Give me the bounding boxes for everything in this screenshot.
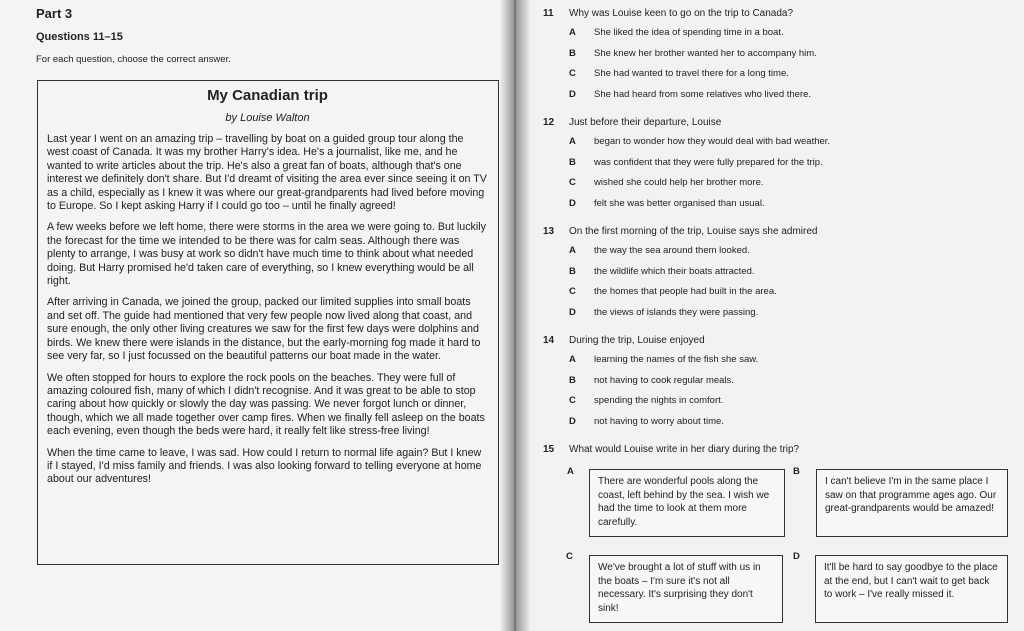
answer-option-a[interactable] [543, 240, 1013, 261]
option-text: She knew her brother wanted her to accompany him. [594, 47, 817, 59]
question-13 [543, 226, 1013, 322]
answer-option-c[interactable] [543, 172, 1013, 193]
answer-option-b[interactable] [543, 43, 1013, 64]
option-text: spending the nights in comfort. [594, 395, 724, 406]
answer-option-c[interactable] [543, 281, 1013, 302]
option-text: the homes that people had built in the area. [594, 286, 777, 297]
option-text: felt she was better organised than usual. [594, 197, 765, 209]
answer-option-b[interactable] [543, 261, 1013, 282]
question-12 [543, 117, 1013, 213]
option-letter: A [569, 245, 576, 256]
book-gutter [500, 0, 530, 631]
option-letter: D [569, 88, 576, 100]
answer-option-a[interactable] [543, 349, 1013, 370]
article-paragraph: When the time came to leave, I was sad. How could I return to normal life again? But I knew if I stayed, I'd miss family and friends. I was also looking forward to telling everyone at home about our adventures! [47, 446, 482, 486]
question-stem [543, 335, 1013, 349]
question-11 [543, 8, 1013, 104]
question-text: Just before their departure, Louise [569, 117, 722, 128]
option-letter: C [566, 551, 573, 562]
article-title: My Canadian trip [207, 87, 328, 104]
option-letter: A [567, 466, 574, 477]
question-stem [543, 226, 1013, 240]
diary-option-c[interactable]: We've brought a lot of stuff with us in the boats – I'm sure it's not all necessary. It's surprising they don't sink! [589, 555, 783, 623]
option-text: not having to cook regular meals. [594, 374, 734, 386]
question-14 [543, 335, 1013, 431]
question-text: During the trip, Louise enjoyed [569, 335, 705, 346]
option-text: She liked the idea of spending time in a boat. [594, 27, 784, 38]
question-number: 12 [543, 117, 555, 128]
part-title: Part 3 [36, 6, 73, 21]
diary-option-b[interactable]: I can't believe I'm in the same place I saw on that programme ages ago. Our great-grandparents would be amazed! [816, 469, 1008, 537]
option-text: the way the sea around them looked. [594, 245, 750, 256]
question-number: 13 [543, 226, 555, 237]
option-text: wished she could help her brother more. [594, 177, 764, 188]
instruction-text: For each question, choose the correct answer. [36, 54, 231, 65]
option-letter: B [569, 265, 576, 277]
answer-option-b[interactable] [543, 152, 1013, 173]
option-letter: D [569, 306, 576, 318]
option-text: the wildlife which their boats attracted. [594, 265, 755, 277]
option-text: the views of islands they were passing. [594, 306, 759, 318]
option-text: was confident that they were fully prepared for the trip. [594, 156, 823, 168]
questions-range: Questions 11–15 [36, 31, 123, 43]
option-letter: B [569, 47, 576, 59]
article-box [37, 80, 499, 565]
question-number: 14 [543, 335, 555, 346]
article-paragraph: A few weeks before we left home, there were storms in the area we were going to. But luckily the forecast for the time we intended to be there was for calm seas. Although there was plenty to arrange, I was busy at work so didn't have much time to think about what needed doing. But Harry promised he'd taken care of everything, so I knew everything would be all right. [47, 221, 486, 288]
question-stem [543, 8, 1013, 22]
question-text: Why was Louise keen to go on the trip to Canada? [569, 8, 794, 19]
answer-option-d[interactable] [543, 411, 1013, 432]
option-letter: C [569, 286, 576, 297]
answer-option-c[interactable] [543, 63, 1013, 84]
option-letter: B [793, 466, 800, 477]
question-number: 11 [543, 8, 554, 19]
answer-option-b[interactable] [543, 370, 1013, 391]
answer-option-a[interactable] [543, 131, 1013, 152]
option-letter: C [569, 68, 576, 79]
option-text: She had wanted to travel there for a long time. [594, 68, 789, 79]
diary-option-a[interactable]: There are wonderful pools along the coast, left behind by the sea. I wish we had the time to look at them more carefully. [589, 469, 785, 537]
question-text: What would Louise write in her diary during the trip? [569, 444, 800, 455]
answer-option-d[interactable] [543, 193, 1013, 214]
option-text: She had heard from some relatives who lived there. [594, 88, 812, 100]
article-paragraph: Last year I went on an amazing trip – travelling by boat on a guided group tour along the west coast of Canada. It was my brother Harry's idea. He's a journalist, like me, and he wanted to write articles about the trip. He's also a great fan of boats, although that's one interest we definitely don't share. But I'd dreamt of visiting the area ever since seeing it on TV as a child, especially as I knew it was where our great-grandparents had lived before moving to Europe. So I kept asking Harry if I could go too – until he finally agreed! [47, 133, 487, 213]
option-letter: B [569, 374, 576, 386]
option-text: began to wonder how they would deal with bad weather. [594, 136, 831, 147]
question-15 [543, 444, 1013, 458]
article-paragraph: After arriving in Canada, we joined the group, packed our limited supplies into small boats and set off. The guide had mentioned that very few people now lived along that coast, and sure enough, the only other living creatures we saw for the first few days were dolphins and birds. We knew there were islands in the distance, but the early-morning fog made it hard to see very far, so I just focussed on the beautiful patterns our boat made in the water. [47, 296, 481, 363]
option-letter: D [569, 197, 576, 209]
answer-option-a[interactable] [543, 22, 1013, 43]
option-letter: D [569, 415, 576, 427]
option-text: learning the names of the fish she saw. [594, 354, 759, 365]
question-text: On the first morning of the trip, Louise says she admired [569, 226, 818, 237]
answer-option-d[interactable] [543, 302, 1013, 323]
question-stem [543, 444, 1013, 458]
option-letter: A [569, 136, 576, 147]
article-paragraph: We often stopped for hours to explore the rock pools on the beaches. They were full of amazing coloured fish, many of which I didn't recognise. And it was great to be able to stop caring about how quickly or slowly the day was passing. We never forgot lunch or dinner, though, which we all made together over camp fires. When we finally fell asleep on the boats each evening, even though the beds were hard, it really felt like stress-free living! [47, 371, 485, 438]
option-letter: B [569, 156, 576, 168]
question-stem [543, 117, 1013, 131]
option-letter: A [569, 27, 576, 38]
diary-option-d[interactable]: It'll be hard to say goodbye to the place at the end, but I can't wait to get back to work – I've really missed it. [815, 555, 1008, 623]
question-number: 15 [543, 444, 555, 455]
option-text: not having to worry about time. [594, 415, 724, 427]
article-byline: by Louise Walton [225, 112, 310, 124]
option-letter: C [569, 177, 576, 188]
answer-option-c[interactable] [543, 390, 1013, 411]
option-letter: A [569, 354, 576, 365]
answer-option-d[interactable] [543, 84, 1013, 105]
option-letter: C [569, 395, 576, 406]
option-letter: D [793, 551, 800, 562]
